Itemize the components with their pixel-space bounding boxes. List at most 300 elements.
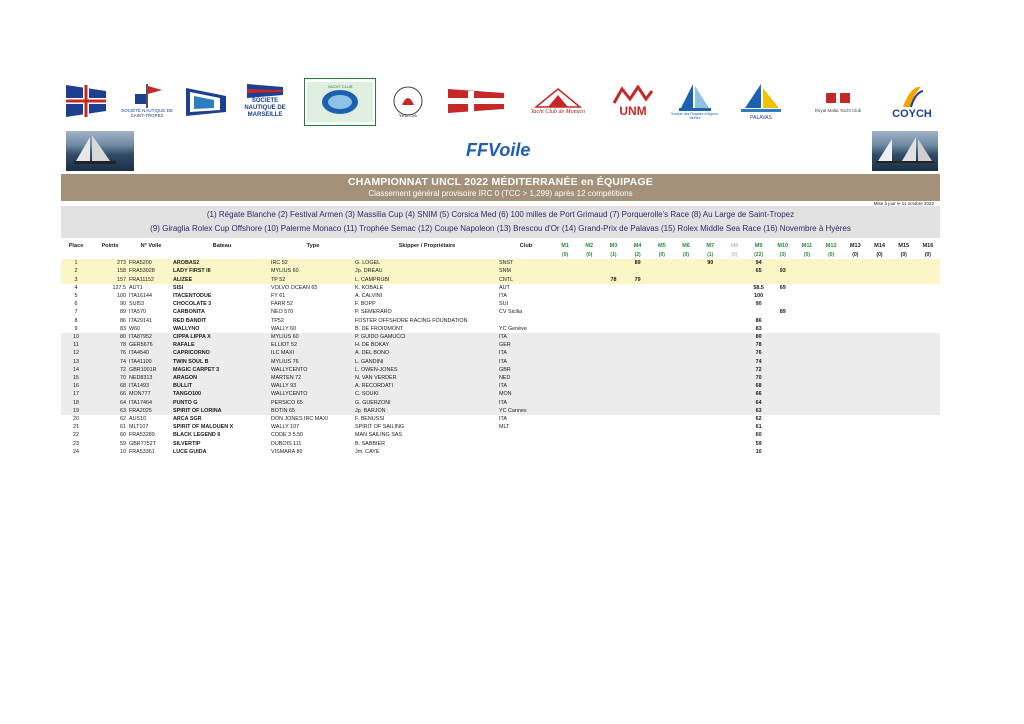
m3-score-cell (601, 333, 625, 341)
sub-m11: (0) (803, 252, 811, 258)
header-points: Points (101, 242, 119, 249)
club-cell (499, 431, 553, 439)
m6-score-cell (674, 276, 698, 284)
m14-score-cell (867, 317, 891, 325)
m13-score-cell (843, 440, 867, 448)
points-cell: 60 (91, 431, 129, 439)
m2-score-cell (577, 267, 601, 275)
m3-score-cell: 78 (601, 276, 625, 284)
m7-score-cell (698, 382, 722, 390)
m1-score-cell (553, 366, 577, 374)
m10-score-cell (771, 415, 795, 423)
voile-cell: ITA1493 (129, 382, 173, 390)
header-bateau: Bateau (212, 242, 232, 249)
m7-score-cell: 90 (698, 259, 722, 267)
m2-score-cell (577, 317, 601, 325)
bateau-cell: CHOCOLATE 3 (173, 300, 271, 308)
type-cell: DUBOIS 111 (271, 440, 355, 448)
table-row (61, 448, 940, 456)
m8-score-cell (722, 440, 746, 448)
m14-score-cell (867, 448, 891, 456)
m7-score-cell (698, 341, 722, 349)
m7-score-cell (698, 415, 722, 423)
club-logo-12 (798, 78, 878, 124)
place-cell: 17 (61, 390, 91, 398)
m5-score-cell (650, 423, 674, 431)
m5-score-cell (650, 259, 674, 267)
m15-score-cell (892, 366, 916, 374)
m4-score-cell (626, 440, 650, 448)
m2-score-cell (577, 333, 601, 341)
header-club: Club (519, 242, 533, 249)
m1-score-cell (553, 390, 577, 398)
m10-score-cell: 89 (771, 308, 795, 316)
m9-score-cell (747, 308, 771, 316)
place-cell: 16 (61, 382, 91, 390)
voile-cell: GBR1001R (129, 366, 173, 374)
m13-score-cell (843, 333, 867, 341)
m7-score-cell (698, 308, 722, 316)
voile-cell: GER5676 (129, 341, 173, 349)
table-row (61, 341, 940, 349)
m2-score-cell (577, 259, 601, 267)
m1-score-cell (553, 423, 577, 431)
club-cell: SNM (499, 267, 553, 275)
m1-score-cell (553, 259, 577, 267)
m13-score-cell (843, 374, 867, 382)
bateau-cell: LADY FIRST III (173, 267, 271, 275)
m10-score-cell (771, 374, 795, 382)
m5-score-cell (650, 317, 674, 325)
m9-score-cell: 60 (747, 431, 771, 439)
skipper-cell: N. VAN VERDER (355, 374, 499, 382)
m14-score-cell (867, 415, 891, 423)
place-cell: 2 (61, 267, 91, 275)
m7-score-cell (698, 407, 722, 415)
m3-score-cell (601, 448, 625, 456)
table-row (61, 390, 940, 398)
sailing-photo-left (66, 131, 134, 171)
points-cell: 86 (91, 317, 129, 325)
m3-score-cell (601, 325, 625, 333)
voile-cell: FRA2025 (129, 407, 173, 415)
sub-m5: (0) (658, 252, 665, 258)
m10-score-cell (771, 390, 795, 398)
m14-score-cell (867, 407, 891, 415)
m6-score-cell (674, 374, 698, 382)
place-cell: 10 (61, 333, 91, 341)
type-cell: DON JONES IRC MAXI (271, 415, 355, 423)
m2-score-cell (577, 366, 601, 374)
m7-score-cell (698, 284, 722, 292)
m12-score-cell (819, 431, 843, 439)
m6-score-cell (674, 440, 698, 448)
m15-score-cell (892, 448, 916, 456)
m7-score-cell (698, 366, 722, 374)
m1-score-cell (553, 317, 577, 325)
m12-score-cell (819, 341, 843, 349)
header-m15: M15 (898, 242, 910, 249)
m6-score-cell (674, 317, 698, 325)
m15-score-cell (892, 407, 916, 415)
m9-score-cell: 100 (747, 292, 771, 300)
bateau-cell: MAGIC CARPET 3 (173, 366, 271, 374)
m2-score-cell (577, 399, 601, 407)
place-cell: 1 (61, 259, 91, 267)
m16-score-cell (916, 374, 940, 382)
m1-score-cell (553, 284, 577, 292)
m6-score-cell (674, 431, 698, 439)
club-logo-12-text: Royal Malta Yacht Club (814, 107, 862, 113)
m15-score-cell (892, 276, 916, 284)
m5-score-cell (650, 267, 674, 275)
m16-score-cell (916, 448, 940, 456)
m13-score-cell (843, 415, 867, 423)
m3-score-cell (601, 440, 625, 448)
place-cell: 19 (61, 407, 91, 415)
m10-score-cell (771, 300, 795, 308)
club-logo-5 (304, 78, 376, 126)
m14-score-cell (867, 292, 891, 300)
voile-cell: MLT107 (129, 423, 173, 431)
m11-score-cell (795, 407, 819, 415)
table-row (61, 382, 940, 390)
bateau-cell: ARAGON (173, 374, 271, 382)
bateau-cell: ALIZEE (173, 276, 271, 284)
club-cell: SUI (499, 300, 553, 308)
sponsor-logos (60, 78, 940, 126)
m10-score-cell (771, 382, 795, 390)
m8-score-cell (722, 390, 746, 398)
m16-score-cell (916, 259, 940, 267)
m5-score-cell (650, 333, 674, 341)
m13-score-cell (843, 349, 867, 357)
m11-score-cell (795, 431, 819, 439)
m15-score-cell (892, 399, 916, 407)
table-row (61, 292, 940, 300)
m8-score-cell (722, 448, 746, 456)
voile-cell: FRA53289 (129, 431, 173, 439)
m6-score-cell (674, 448, 698, 456)
voile-cell: ITA87952 (129, 333, 173, 341)
table-row (61, 276, 940, 284)
skipper-cell: H. DE BOKAY (355, 341, 499, 349)
club-logo-13-text: COYCH (892, 107, 932, 120)
voile-cell: FRA11152 (129, 276, 173, 284)
bateau-cell: TWIN SOUL B (173, 358, 271, 366)
m6-score-cell (674, 366, 698, 374)
header-type: Type (306, 242, 320, 249)
m13-score-cell (843, 407, 867, 415)
m8-score-cell (722, 407, 746, 415)
m8-score-cell (722, 333, 746, 341)
voile-cell: FRA53028 (129, 267, 173, 275)
voile-cell: AUS10 (129, 415, 173, 423)
m2-score-cell (577, 292, 601, 300)
m11-score-cell (795, 399, 819, 407)
table-row (61, 333, 940, 341)
m13-score-cell (843, 292, 867, 300)
m16-score-cell (916, 317, 940, 325)
m4-score-cell (626, 358, 650, 366)
m12-score-cell (819, 399, 843, 407)
m12-score-cell (819, 407, 843, 415)
m10-score-cell (771, 325, 795, 333)
m12-score-cell (819, 317, 843, 325)
m8-score-cell (722, 341, 746, 349)
place-cell: 8 (61, 317, 91, 325)
m3-score-cell (601, 284, 625, 292)
header-m1: M1 (561, 242, 569, 249)
m3-score-cell (601, 423, 625, 431)
club-logo-11-text: PALAVAS (750, 114, 772, 121)
m9-score-cell: 94 (747, 259, 771, 267)
m5-score-cell (650, 284, 674, 292)
m14-score-cell (867, 259, 891, 267)
m11-score-cell (795, 374, 819, 382)
type-cell: BOTIN 65 (271, 407, 355, 415)
m15-score-cell (892, 358, 916, 366)
club-cell: ITA (499, 382, 553, 390)
m4-score-cell (626, 390, 650, 398)
bateau-cell: SPIRIT OF LORINA (173, 407, 271, 415)
m3-score-cell (601, 349, 625, 357)
m10-score-cell (771, 317, 795, 325)
m8-score-cell (722, 276, 746, 284)
place-cell: 12 (61, 349, 91, 357)
type-cell: MYLIUS 60 (271, 267, 355, 275)
type-cell: VOLVO OCEAN 65 (271, 284, 355, 292)
m3-score-cell (601, 374, 625, 382)
m5-score-cell (650, 358, 674, 366)
m1-score-cell (553, 431, 577, 439)
m15-score-cell (892, 349, 916, 357)
m7-score-cell (698, 390, 722, 398)
table-row (61, 317, 940, 325)
m9-score-cell: 58.5 (747, 284, 771, 292)
m10-score-cell (771, 448, 795, 456)
m11-score-cell (795, 390, 819, 398)
club-logo-4 (240, 78, 290, 124)
m14-score-cell (867, 341, 891, 349)
type-cell: MYLIUS 60 (271, 333, 355, 341)
voile-cell: W60 (129, 325, 173, 333)
m15-score-cell (892, 390, 916, 398)
club-cell: GER (499, 341, 553, 349)
m16-score-cell (916, 415, 940, 423)
type-cell: WALLYCENTO (271, 366, 355, 374)
m11-score-cell (795, 358, 819, 366)
m2-score-cell (577, 308, 601, 316)
skipper-cell: Jp. DREAU (355, 267, 499, 275)
m4-score-cell (626, 292, 650, 300)
m14-score-cell (867, 267, 891, 275)
m1-score-cell (553, 267, 577, 275)
sub-m6: (0) (682, 252, 690, 258)
type-cell: FY 61 (271, 292, 355, 300)
m10-score-cell (771, 341, 795, 349)
club-cell: ITA (499, 415, 553, 423)
m3-score-cell (601, 317, 625, 325)
table-row (61, 358, 940, 366)
bateau-cell: TANGO100 (173, 390, 271, 398)
m2-score-cell (577, 440, 601, 448)
m10-score-cell (771, 349, 795, 357)
m3-score-cell (601, 431, 625, 439)
club-cell: GBR (499, 366, 553, 374)
m7-score-cell (698, 267, 722, 275)
club-logo-4-text: SOCIETE NAUTIQUE DE MARSEILLE (244, 97, 286, 118)
m2-score-cell (577, 276, 601, 284)
club-logo-11 (736, 78, 786, 124)
points-cell: 89 (91, 308, 129, 316)
m2-score-cell (577, 349, 601, 357)
m4-score-cell (626, 284, 650, 292)
m14-score-cell (867, 431, 891, 439)
table-row (61, 284, 940, 292)
points-cell: 127.5 (91, 284, 129, 292)
m9-score-cell: 83 (747, 325, 771, 333)
m8-score-cell (722, 308, 746, 316)
m16-score-cell (916, 366, 940, 374)
m14-score-cell (867, 276, 891, 284)
m4-score-cell (626, 366, 650, 374)
m12-score-cell (819, 415, 843, 423)
place-cell: 7 (61, 308, 91, 316)
m7-score-cell (698, 399, 722, 407)
m9-score-cell: 90 (747, 300, 771, 308)
m6-score-cell (674, 382, 698, 390)
place-cell: 5 (61, 292, 91, 300)
m8-score-cell (722, 300, 746, 308)
sub-m16: (0) (924, 252, 931, 258)
m1-score-cell (553, 325, 577, 333)
m16-score-cell (916, 423, 940, 431)
m16-score-cell (916, 333, 940, 341)
m13-score-cell (843, 276, 867, 284)
m9-score-cell: 74 (747, 358, 771, 366)
m4-score-cell (626, 333, 650, 341)
type-cell: WALLY 93 (271, 382, 355, 390)
header-m3: M3 (609, 242, 618, 249)
m8-score-cell (722, 366, 746, 374)
m13-score-cell (843, 284, 867, 292)
club-logo-1 (64, 78, 108, 124)
m1-score-cell (553, 308, 577, 316)
m5-score-cell (650, 407, 674, 415)
points-cell: 72 (91, 366, 129, 374)
results-table (61, 241, 940, 456)
m16-score-cell (916, 382, 940, 390)
skipper-cell: Jm. CAYE (355, 448, 499, 456)
voile-cell: SUI53 (129, 300, 173, 308)
m9-score-cell: 68 (747, 382, 771, 390)
m1-score-cell (553, 349, 577, 357)
m10-score-cell (771, 366, 795, 374)
m8-score-cell (722, 284, 746, 292)
place-cell: 9 (61, 325, 91, 333)
m8-score-cell (722, 399, 746, 407)
m12-score-cell (819, 284, 843, 292)
m12-score-cell (819, 333, 843, 341)
skipper-cell: B. DE FROIDMONT (355, 325, 499, 333)
m2-score-cell (577, 300, 601, 308)
m4-score-cell (626, 431, 650, 439)
m9-score-cell: 62 (747, 415, 771, 423)
m7-score-cell (698, 292, 722, 300)
sub-m9: (22) (754, 252, 764, 258)
m8-score-cell (722, 431, 746, 439)
m10-score-cell (771, 292, 795, 300)
m10-score-cell (771, 333, 795, 341)
m4-score-cell (626, 300, 650, 308)
m12-score-cell (819, 300, 843, 308)
club-cell: ITA (499, 292, 553, 300)
m14-score-cell (867, 300, 891, 308)
m2-score-cell (577, 407, 601, 415)
type-cell: MYLIUS 76 (271, 358, 355, 366)
club-logo-13 (886, 78, 938, 124)
m5-score-cell (650, 366, 674, 374)
sub-m2: (0) (586, 252, 593, 258)
club-cell: AUT (499, 284, 553, 292)
table-row (61, 259, 940, 267)
table-row (61, 431, 940, 439)
m16-score-cell (916, 267, 940, 275)
ffvoile-logo (466, 140, 530, 161)
m2-score-cell (577, 382, 601, 390)
voile-cell: FRA5200 (129, 259, 173, 267)
skipper-cell: F. BENUSSI (355, 415, 499, 423)
m7-score-cell (698, 431, 722, 439)
m11-score-cell (795, 440, 819, 448)
points-cell: 90 (91, 300, 129, 308)
skipper-cell: P. SEMERARO (355, 308, 499, 316)
m15-score-cell (892, 374, 916, 382)
m13-score-cell (843, 300, 867, 308)
m9-score-cell: 65 (747, 267, 771, 275)
table-row (61, 349, 940, 357)
m12-score-cell (819, 423, 843, 431)
m13-score-cell (843, 325, 867, 333)
m14-score-cell (867, 308, 891, 316)
page-title: CHAMPIONNAT UNCL 2022 MÉDITERRANÉE en ÉQUIPAGE (348, 176, 653, 188)
m9-score-cell: 66 (747, 390, 771, 398)
voile-cell: ITA17464 (129, 399, 173, 407)
m15-score-cell (892, 431, 916, 439)
m13-score-cell (843, 259, 867, 267)
header-voile: N° Voile (140, 242, 162, 249)
type-cell: VISMARA 80 (271, 448, 355, 456)
type-cell: CODE 3 5.50 (271, 431, 355, 439)
m2-score-cell (577, 448, 601, 456)
m5-score-cell (650, 399, 674, 407)
sub-m4: (2) (634, 252, 641, 258)
points-cell: 83 (91, 325, 129, 333)
m6-score-cell (674, 308, 698, 316)
m10-score-cell (771, 423, 795, 431)
points-cell: 76 (91, 349, 129, 357)
m4-score-cell (626, 448, 650, 456)
m2-score-cell (577, 284, 601, 292)
place-cell: 22 (61, 431, 91, 439)
table-row (61, 415, 940, 423)
table-row (61, 399, 940, 407)
place-cell: 14 (61, 366, 91, 374)
competitions-line-2: (9) Giraglia Rolex Cup Offshore (10) Palerme Monaco (11) Trophée Semac (12) Coupe Napoleon (13) Brescou d'Or (14) Grand-Prix de Palavas (15) Rolex Middle Sea Race (16) Novembre à Hyères (150, 224, 851, 233)
m11-score-cell (795, 267, 819, 275)
m10-score-cell (771, 358, 795, 366)
